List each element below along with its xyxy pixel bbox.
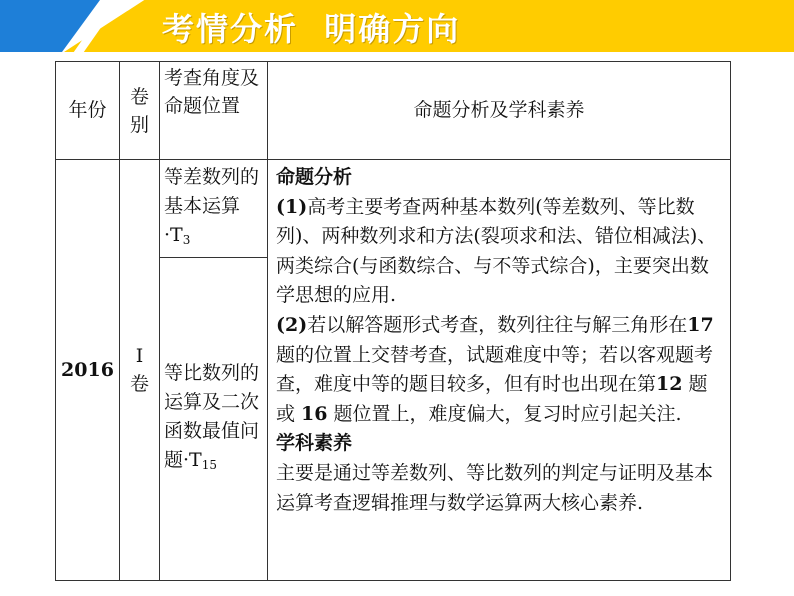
header-analysis: 命题分析及学科素养 bbox=[268, 62, 731, 160]
cell-year: 2016 bbox=[56, 160, 120, 581]
header-year: 年份 bbox=[56, 62, 120, 160]
analysis-paragraph-2: 若以解答题形式考查，数列往往与解三角形在17 题的位置上交替考查，试题难度中等；若以客观题考查，难度中等的题目较多，但有时也出现在第12 题或 16 题位置上，难度偏大，复习时应引起关注. bbox=[276, 313, 714, 425]
exam-analysis-table bbox=[55, 61, 731, 581]
cell-analysis: 命题分析 (1)高考主要考查两种基本数列(等差数列、等比数列)、两种数列求和方法(裂项求和法、错位相减法)、两类综合(与函数综合、与不等式综合)，主要突出数学思想的应用. (2)若以解答题形式考查，数列往往与解三角形在17 题的位置上交替考查，试题难度中等；若以客观题考查，难度中等的题目较多，但有时也出现在第12 题或 16 题位置上，难度偏大，复习时应引起关注. 学科素养 主要是通过等差数列、等比数列的判定与证明及基本运算考查逻辑推理与数学运算两大核心素养. bbox=[268, 160, 731, 581]
header-volume: 卷 别 bbox=[120, 62, 160, 160]
cell-angle-2: 等比数列的运算及二次函数最值问题$\cdot T_{15}$ bbox=[160, 258, 268, 581]
table-header-row bbox=[56, 62, 731, 160]
cell-volume: Ⅰ 卷 bbox=[120, 160, 160, 581]
header-banner bbox=[0, 0, 794, 52]
table-row bbox=[56, 160, 731, 258]
page-title: 考情分析 明确方向 bbox=[162, 10, 461, 48]
cell-angle-1: 等差数列的基本运算$\cdot T_3$ bbox=[160, 160, 268, 258]
analysis-paragraph-3: 主要是通过等差数列、等比数列的判定与证明及基本运算考查逻辑推理与数学运算两大核心素养. bbox=[276, 461, 714, 514]
analysis-heading-1: 命题分析 bbox=[276, 166, 353, 188]
analysis-heading-2: 学科素养 bbox=[276, 432, 353, 455]
analysis-paragraph-1: 高考主要考查两种基本数列(等差数列、等比数列)、两种数列求和方法(裂项求和法、错位相减法)、两类综合(与函数综合、与不等式综合)，主要突出数学思想的应用. bbox=[276, 195, 717, 307]
header-angle: 考查角度及命题位置 bbox=[160, 62, 268, 160]
